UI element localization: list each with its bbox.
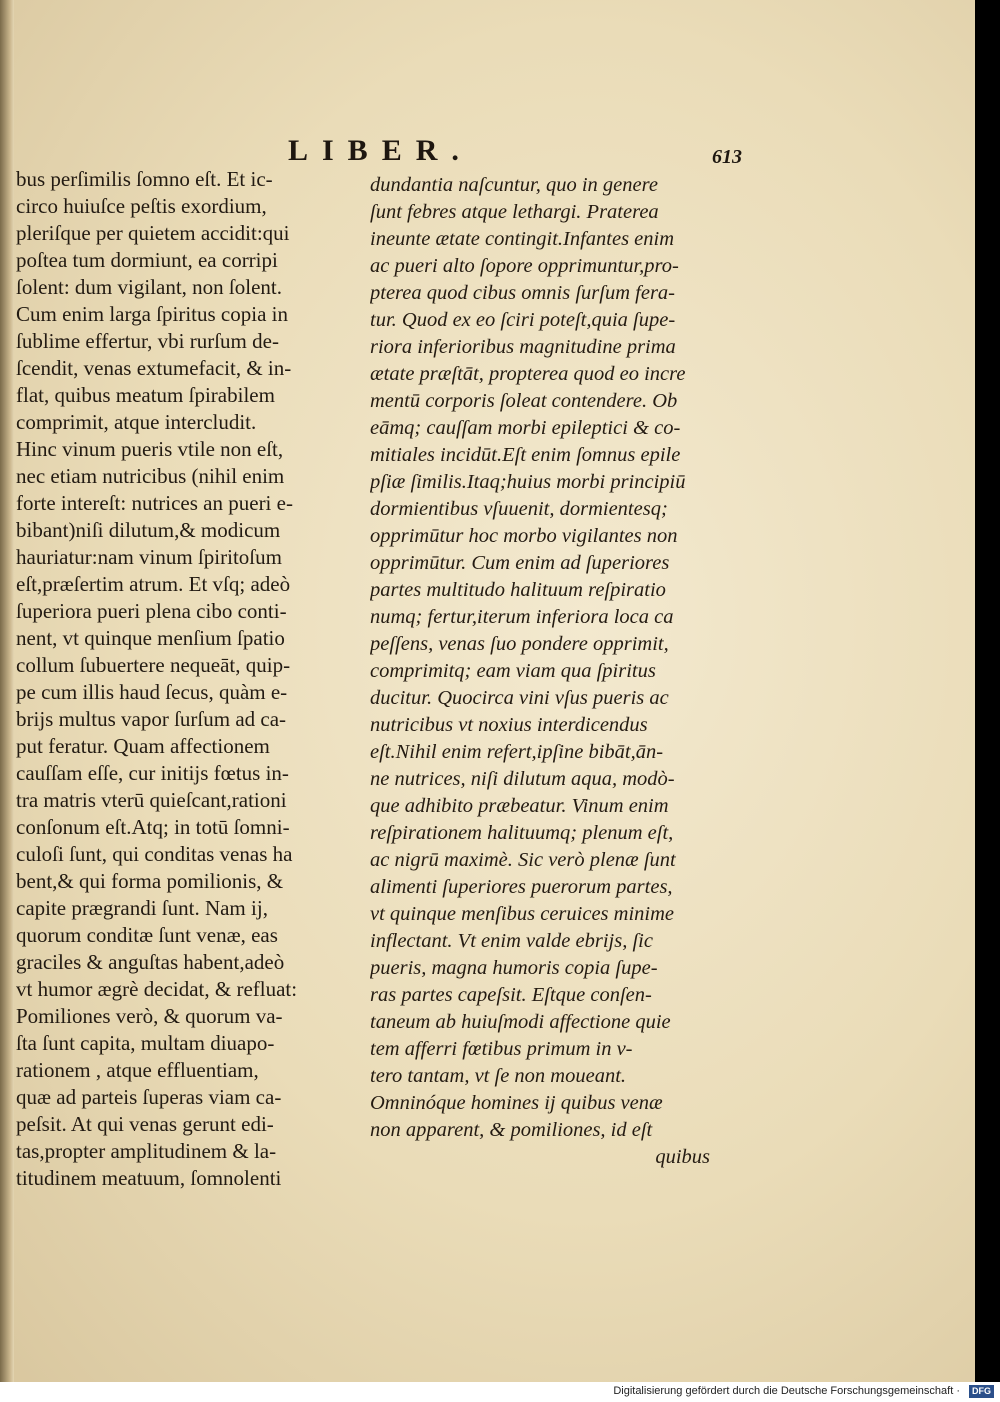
text-line: circo huiuſce peſtis exordium, xyxy=(16,194,267,218)
text-line: nec etiam nutricibus (nihil enim xyxy=(16,464,285,488)
text-line: culoſi ſunt, qui conditas venas ha xyxy=(16,842,293,866)
text-line: non apparent, & pomiliones, id eſt xyxy=(370,1119,653,1141)
text-line: alimenti ſuperiores puerorum partes, xyxy=(370,876,673,898)
text-line: bibant)niſi dilutum,& modicum xyxy=(16,518,281,542)
text-line: vt humor ægrè decidat, & refluat: xyxy=(16,977,298,1001)
text-line: pueris, magna humoris copia ſupe- xyxy=(370,957,658,979)
text-line: peſſens, venas ſuo pondere opprimit, xyxy=(370,633,669,655)
digitization-footer xyxy=(0,1382,1000,1402)
text-line: forte intereſt: nutrices an pueri e- xyxy=(16,491,293,515)
right-column-italic-text xyxy=(370,172,710,1171)
page-binding-edge xyxy=(0,0,14,1382)
text-line: tur. Quod ex eo ſciri poteſt,quia ſupe- xyxy=(370,309,676,331)
running-header: LIBER. xyxy=(288,134,473,167)
text-line: taneum ab huiuſmodi affectione quie xyxy=(370,1011,671,1033)
text-line: tas,propter amplitudinem & la- xyxy=(16,1139,277,1163)
text-line: mentū corporis ſoleat contendere. Ob xyxy=(370,390,678,412)
text-line: dundantia naſcuntur, quo in genere xyxy=(370,174,658,196)
text-line: nent, vt quinque menſium ſpatio xyxy=(16,626,285,650)
text-line: nutricibus vt noxius interdicendus xyxy=(370,714,648,736)
text-line: ras partes capeſsit. Eſtque conſen- xyxy=(370,984,652,1006)
text-line: ſolent: dum vigilant, non ſolent. xyxy=(16,275,282,299)
text-line: poſtea tum dormiunt, ea corripi xyxy=(16,248,278,272)
text-line: riora inferioribus magnitudine prima xyxy=(370,336,676,358)
text-line: mitiales incidūt.Eſt enim ſomnus epile xyxy=(370,444,681,466)
text-line: ætate præſtāt, propterea quod eo incre xyxy=(370,363,686,385)
text-line: ac nigrū maximè. Sic verò plenæ ſunt xyxy=(370,849,676,871)
text-line: ac pueri alto ſopore opprimuntur,pro- xyxy=(370,255,679,277)
text-line: partes multitudo halituum reſpiratio xyxy=(370,579,666,601)
folio-number: 613 xyxy=(712,146,742,168)
text-line: opprimūtur hoc morbo vigilantes non xyxy=(370,525,678,547)
text-line: ſcendit, venas extumefacit, & in- xyxy=(16,356,292,380)
text-line: brijs multus vapor ſurſum ad ca- xyxy=(16,707,287,731)
text-line: Cum enim larga ſpiritus copia in xyxy=(16,302,288,326)
text-line: hauriatur:nam vinum ſpiritoſum xyxy=(16,545,282,569)
text-line: numq; fertur,iterum inferiora loca ca xyxy=(370,606,674,628)
text-line: ſta ſunt capita, multam diuapo- xyxy=(16,1031,275,1055)
text-line: opprimūtur. Cum enim ad ſuperiores xyxy=(370,552,670,574)
text-line: Omninóque homines ij quibus venæ xyxy=(370,1092,663,1114)
text-line: pterea quod cibus omnis ſurſum fera- xyxy=(370,282,676,304)
text-line: pe cum illis haud ſecus, quàm e- xyxy=(16,680,288,704)
dfg-logo: DFG xyxy=(969,1385,994,1398)
text-line: peſsit. At qui venas gerunt edi- xyxy=(16,1112,274,1136)
footer-credit: Digitalisierung gefördert durch die Deutsche Forschungsgemeinschaft · xyxy=(613,1385,960,1397)
text-line: collum ſubuertere nequeāt, quip- xyxy=(16,653,291,677)
text-line: inflectant. Vt enim valde ebrijs, ſic xyxy=(370,930,653,952)
text-line: conſonum eſt.Atq; in totū ſomni- xyxy=(16,815,290,839)
text-line: tem afferri fœtibus primum in v- xyxy=(370,1038,633,1060)
text-line: cauſſam eſſe, cur initijs fœtus in- xyxy=(16,761,289,785)
text-line: ſublime effertur, vbi rurſum de- xyxy=(16,329,279,353)
text-line: Pomiliones verò, & quorum va- xyxy=(16,1004,283,1028)
text-line: eāmq; cauſſam morbi epileptici & co- xyxy=(370,417,681,439)
text-line: put feratur. Quam affectionem xyxy=(16,734,270,758)
text-line: dormientibus vſuuenit, dormientesq; xyxy=(370,498,668,520)
text-line: quorum conditæ ſunt venæ, eas xyxy=(16,923,278,947)
text-line: quæ ad parteis ſuperas viam ca- xyxy=(16,1085,282,1109)
text-line: Hinc vinum pueris vtile non eſt, xyxy=(16,437,284,461)
text-line: rationem , atque effluentiam, xyxy=(16,1058,259,1082)
text-line: bus perſimilis ſomno eſt. Et ic- xyxy=(16,167,273,191)
text-line: eſt.Nihil enim refert,ipſine bibāt,ān- xyxy=(370,741,664,763)
text-line: ſuperiora pueri plena cibo conti- xyxy=(16,599,287,623)
text-line: que adhibito præbeatur. Vinum enim xyxy=(370,795,669,817)
text-line: tero tantam, vt ſe non moueant. xyxy=(370,1065,627,1087)
left-column-roman-text xyxy=(16,166,348,1192)
text-line: tra matris vterū quieſcant,rationi xyxy=(16,788,287,812)
text-line: comprimitq; eam viam qua ſpiritus xyxy=(370,660,656,682)
text-line: ſunt febres atque lethargi. Praterea xyxy=(370,201,659,223)
text-line: pleriſque per quietem accidit:qui xyxy=(16,221,290,245)
text-line: titudinem meatuum, ſomnolenti xyxy=(16,1166,282,1190)
text-line: pſiæ ſimilis.Itaq;huius morbi principiū xyxy=(370,471,686,493)
text-line: eſt,præſertim atrum. Et vſq; adeò xyxy=(16,572,291,596)
text-line: ineunte ætate contingit.Infantes enim xyxy=(370,228,675,250)
text-line: graciles & anguſtas habent,adeò xyxy=(16,950,285,974)
text-line: capite prægrandi ſunt. Nam ij, xyxy=(16,896,268,920)
catchword: quibus xyxy=(655,1146,710,1168)
text-line: bent,& qui forma pomilionis, & xyxy=(16,869,284,893)
text-line: ne nutrices, niſi dilutum aqua, modò- xyxy=(370,768,675,790)
text-line: vt quinque menſibus ceruices minime xyxy=(370,903,675,925)
text-line: reſpirationem halituumq; plenum eſt, xyxy=(370,822,674,844)
text-line: flat, quibus meatum ſpirabilem xyxy=(16,383,275,407)
text-line: ducitur. Quocirca vini vſus pueris ac xyxy=(370,687,669,709)
text-line: comprimit, atque intercludit. xyxy=(16,410,257,434)
